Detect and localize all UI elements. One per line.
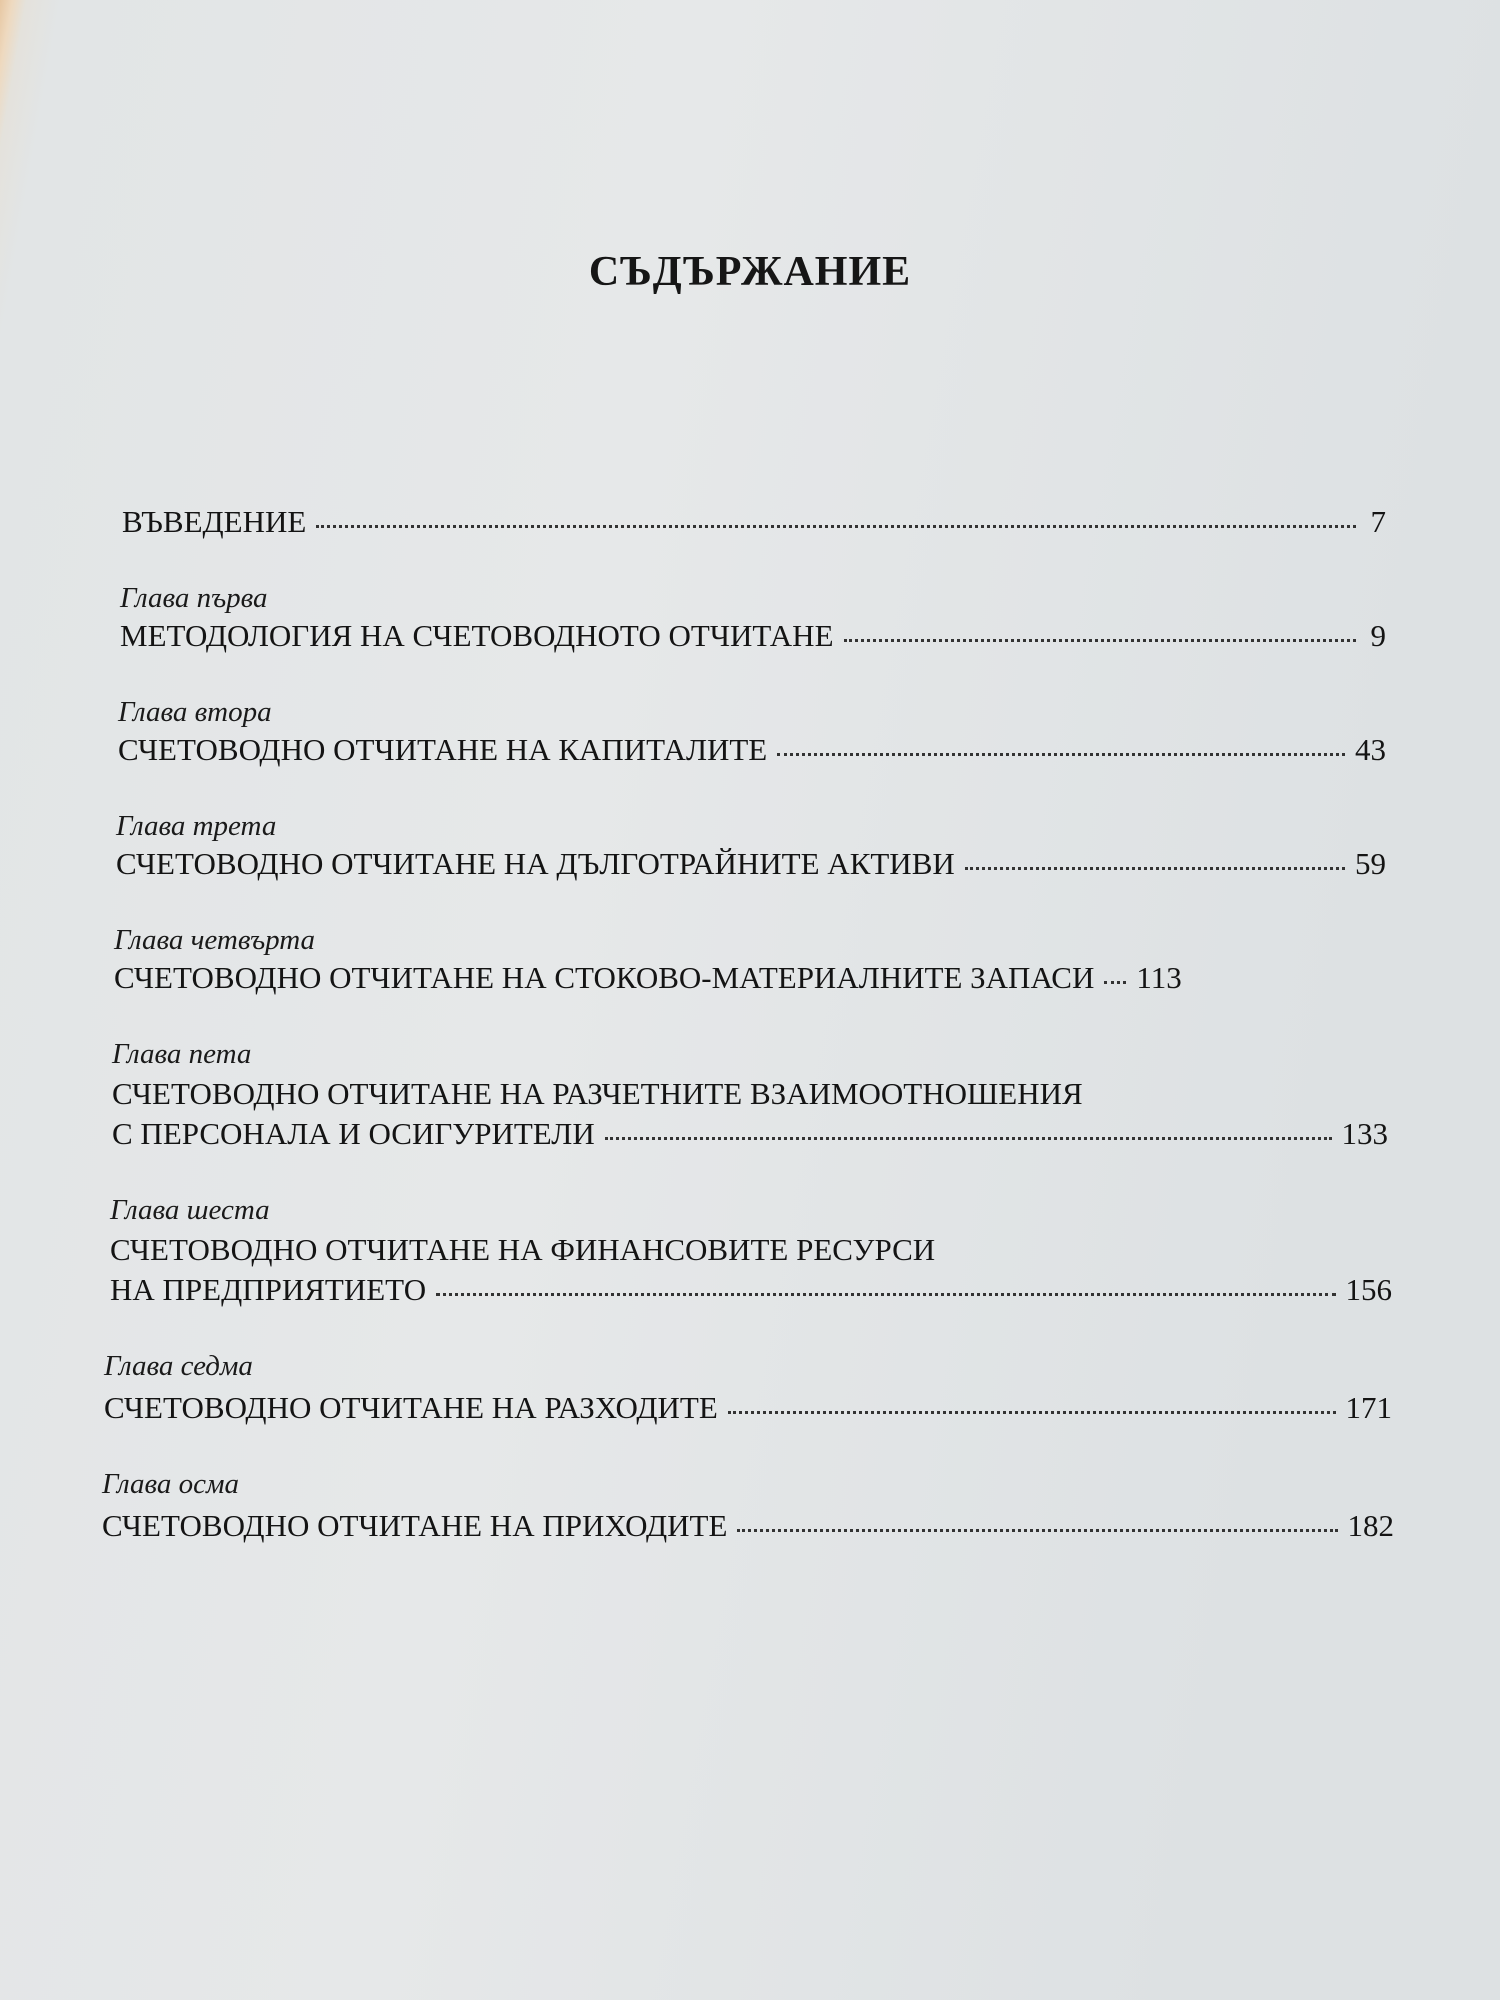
dot-leader [728, 1411, 1336, 1414]
chapter-label: Глава първа [120, 582, 268, 614]
toc-entry-page: 59 [1355, 846, 1386, 881]
toc-entry-chapter-2 [118, 732, 1386, 768]
chapter-label: Глава осма [102, 1468, 239, 1500]
chapter-label: Глава пета [112, 1038, 252, 1070]
toc-entry-title-line-2: С ПЕРСОНАЛА И ОСИГУРИТЕЛИ [112, 1116, 595, 1151]
chapter-label: Глава втора [118, 696, 272, 728]
toc-entry-page: 113 [1136, 960, 1182, 995]
chapter-label: Глава шеста [110, 1194, 270, 1226]
dot-leader [965, 867, 1345, 870]
toc-entry-chapter-3 [116, 846, 1386, 882]
toc-entry-page: 133 [1341, 1116, 1388, 1151]
toc-entry-chapter-8 [102, 1508, 1394, 1544]
toc-entry-title-line-1: СЧЕТОВОДНО ОТЧИТАНЕ НА ФИНАНСОВИТЕ РЕСУРСИ [110, 1232, 936, 1267]
toc-entry-page: 9 [1370, 618, 1386, 653]
dot-leader [316, 525, 1356, 528]
toc-entry-title-line-2: НА ПРЕДПРИЯТИЕТО [110, 1272, 427, 1307]
dot-leader [1104, 981, 1126, 984]
toc-entry-introduction [122, 504, 1386, 540]
toc-entry-chapter-4 [114, 960, 1386, 996]
toc-entry-title: МЕТОДОЛОГИЯ НА СЧЕТОВОДНОТО ОТЧИТАНЕ [120, 618, 834, 653]
toc-entry-title: СЧЕТОВОДНО ОТЧИТАНЕ НА КАПИТАЛИТЕ [118, 732, 768, 767]
toc-entry-title: СЧЕТОВОДНО ОТЧИТАНЕ НА ДЪЛГОТРАЙНИТЕ АКТИВИ [116, 846, 955, 881]
dot-leader [605, 1137, 1332, 1140]
toc-entry-chapter-1 [120, 618, 1386, 654]
dot-leader [777, 753, 1345, 756]
dot-leader [844, 639, 1357, 642]
toc-entry-title: СЧЕТОВОДНО ОТЧИТАНЕ НА СТОКОВО-МАТЕРИАЛНИТЕ ЗАПАСИ [114, 960, 1095, 995]
page-title: СЪДЪРЖАНИЕ [588, 249, 912, 295]
dot-leader [436, 1293, 1335, 1296]
chapter-label: Глава четвърта [114, 924, 316, 956]
toc-entry-chapter-7 [104, 1390, 1392, 1426]
dot-leader [737, 1529, 1337, 1532]
toc-entry-title: СЧЕТОВОДНО ОТЧИТАНЕ НА РАЗХОДИТЕ [104, 1390, 718, 1425]
chapter-label: Глава трета [116, 810, 277, 842]
toc-entry-page: 156 [1345, 1272, 1392, 1307]
toc-entry-chapter-5 [112, 1116, 1388, 1152]
toc-entry-page: 43 [1355, 732, 1386, 767]
toc-entry-title-line-1: СЧЕТОВОДНО ОТЧИТАНЕ НА РАЗЧЕТНИТЕ ВЗАИМООТНОШЕНИЯ [112, 1076, 1083, 1111]
toc-entry-title: ВЪВЕДЕНИЕ [122, 504, 307, 539]
toc-entry-page: 7 [1370, 504, 1386, 539]
toc-entry-page: 182 [1347, 1508, 1394, 1543]
chapter-label: Глава седма [104, 1350, 253, 1382]
toc-entry-chapter-6 [110, 1272, 1392, 1308]
toc-entry-page: 171 [1345, 1390, 1392, 1425]
toc-entry-title: СЧЕТОВОДНО ОТЧИТАНЕ НА ПРИХОДИТЕ [102, 1508, 728, 1543]
